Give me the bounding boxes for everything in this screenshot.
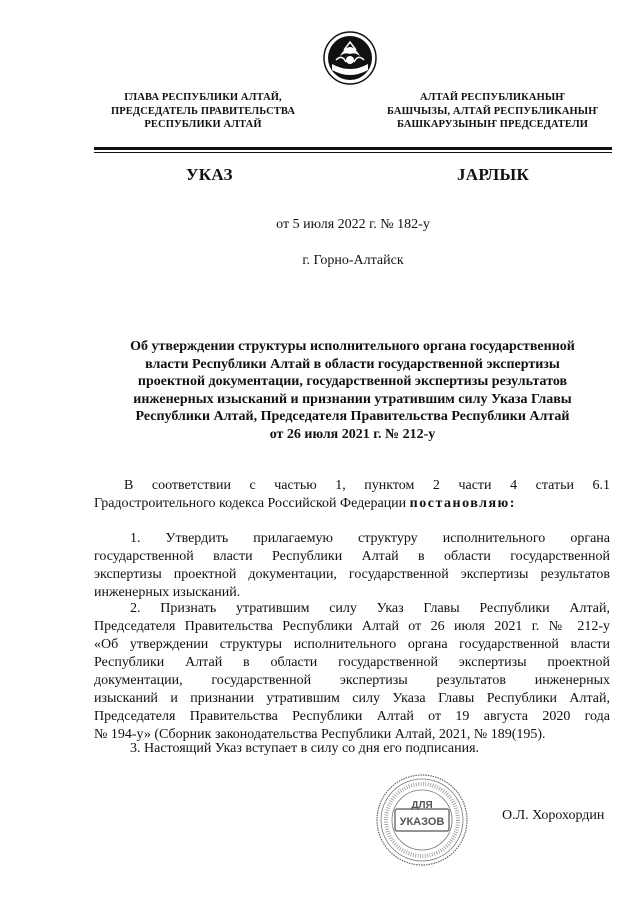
preamble-paragraph bbox=[94, 477, 610, 513]
preamble-line: В соответствии с частью 1, пунктом 2 части 4 статьи 6.1 bbox=[124, 478, 610, 493]
heading-line: проектной документации, государственной экспертизы результатов bbox=[137, 374, 568, 389]
header-left-block bbox=[98, 91, 308, 132]
decree-city: г. Горно-Алтайск bbox=[302, 253, 404, 268]
item-1-line: экспертизы проектной документации, государственной экспертизы результатов bbox=[94, 567, 610, 582]
heading-line: власти Республики Алтай в области государственной экспертизы bbox=[145, 356, 560, 372]
decree-heading bbox=[95, 338, 610, 443]
item-2-line: 2. Признать утратившим силу Указ Главы Республики Алтай, bbox=[130, 601, 610, 616]
decree-date-number: от 5 июля 2022 г. № 182-у bbox=[276, 217, 430, 232]
stamp-text: ДЛЯ bbox=[411, 800, 433, 811]
header-divider-thin bbox=[94, 152, 612, 153]
item-2-line: № 194-у» (Сборник законодательства Республики Алтай, 2021, № 189(195). bbox=[94, 727, 546, 742]
header-left-line: ПРЕДСЕДАТЕЛЬ ПРАВИТЕЛЬСТВА bbox=[110, 105, 295, 117]
header-right-line: БАШКАРУЗЫНЫҤ ПРЕДСЕДАТЕЛИ bbox=[396, 119, 589, 130]
item-2-line: документации, государственной экспертизы результатов инженерных bbox=[94, 673, 610, 688]
item-1-line: 1. Утвердить прилагаемую структуру исполнительного органа bbox=[130, 531, 610, 546]
item-2-paragraph bbox=[94, 600, 610, 744]
item-1-line: государственной власти Республики Алтай в области государственной bbox=[94, 549, 610, 564]
seal-stamp bbox=[374, 772, 470, 868]
heading-line: от 26 июля 2021 г. № 212-у bbox=[269, 426, 436, 442]
header-right-block bbox=[375, 91, 610, 132]
heading-line: Об утверждении структуры исполнительного органа государственной bbox=[130, 339, 575, 354]
item-2-line: Республики Алтай в области государственной экспертизы проектной bbox=[94, 655, 610, 670]
item-1-line: инженерных изысканий. bbox=[94, 585, 241, 600]
stamp-text: УКАЗОВ bbox=[399, 816, 445, 828]
item-2-line: Председателя Правительства Республики Алтай от 19 августа 2020 года bbox=[94, 709, 610, 724]
heading-line: инженерных изысканий и признании утратившим силу Указа Главы bbox=[133, 391, 572, 407]
preamble-line-text: Градостроительного кодекса Российской Федерации bbox=[94, 496, 407, 511]
header-right-line: БАШЧЫЗЫ, АЛТАЙ РЕСПУБЛИКАНЫҤ bbox=[387, 105, 598, 117]
item-2-line: «Об утверждении структуры исполнительного органа государственной власти bbox=[94, 637, 610, 652]
header-divider-thick bbox=[94, 147, 612, 150]
item-3-line: 3. Настоящий Указ вступает в силу со дня его подписания. bbox=[130, 741, 480, 756]
item-2-line: изысканий и признании утратившим силу Указа Главы Республики Алтай, bbox=[94, 691, 610, 706]
coat-of-arms-emblem bbox=[322, 30, 378, 86]
header-right-line: АЛТАЙ РЕСПУБЛИКАНЫҤ bbox=[419, 92, 566, 103]
item-2-line: Председателя Правительства Республики Алтай от 26 июля 2021 г. № 212-у bbox=[94, 619, 610, 634]
title-jarlyk: JАРЛЫК bbox=[457, 165, 530, 184]
item-3-paragraph bbox=[94, 740, 610, 758]
item-1-paragraph bbox=[94, 530, 610, 602]
header-left-line: РЕСПУБЛИКИ АЛТАЙ bbox=[144, 119, 262, 130]
title-ukaz: УКАЗ bbox=[186, 165, 233, 184]
decree-verb: постановляю: bbox=[409, 496, 516, 511]
preamble-line bbox=[94, 495, 610, 513]
signature-name: О.Л. Хорохордин bbox=[502, 808, 605, 823]
header-left-line: ГЛАВА РЕСПУБЛИКИ АЛТАЙ, bbox=[124, 92, 282, 103]
heading-line: Республики Алтай, Председателя Правительства Республики Алтай bbox=[135, 409, 570, 424]
